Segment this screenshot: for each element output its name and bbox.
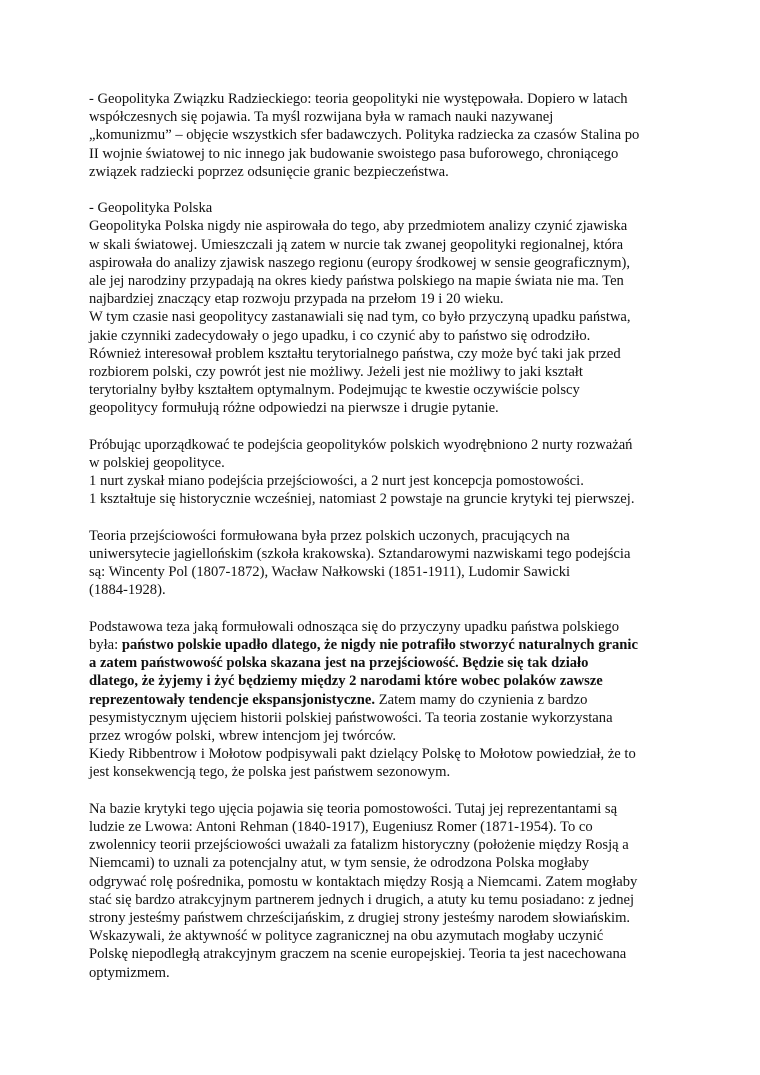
text-line: współczesnych się pojawia. Ta myśl rozwijana była w ramach nauki nazywanej (89, 109, 554, 126)
paragraph-p4 (89, 527, 689, 600)
text-line (89, 763, 689, 781)
text-line (89, 745, 689, 763)
bold-text-run: dlatego, że żyjemy i żyć będziemy między 2 narodami które wobec polaków zawsze (89, 673, 603, 690)
text-line: ale jej narodziny przypadają na okres kiedy państwa polskiego na mapie świata nie ma. Ten (89, 273, 624, 290)
text-line: aspirowała do analizy zjawisk naszego regionu (europy środkowej w sensie geograficznym), (89, 254, 631, 271)
paragraph-p1 (89, 90, 689, 181)
text-line: stać się bardzo atrakcyjnym partnerem jednych i drugich, a atuty ku temu posiadano: z jednej (89, 891, 635, 908)
text-line: W tym czasie nasi geopolitycy zastanawiali się nad tym, co było przyczyną upadku państwa, (89, 309, 631, 326)
text-line: najbardziej znaczący etap rozwoju przypada na przełom 19 i 20 wieku. (89, 291, 504, 308)
text-run: jest konsekwencją tego, że polska jest państwem sezonowym. (89, 764, 451, 781)
text-run: Zatem mamy do czynienia z bardzo (375, 691, 588, 708)
text-line: rozbiorem polski, czy powrót jest nie możliwy. Jeżeli jest nie możliwy to jaki kształt (89, 364, 583, 381)
text-line: Niemcami) to uznali za potencjalny atut, w tym sensie, że odrodzona Polska mogłaby (89, 855, 590, 872)
text-line (89, 709, 689, 727)
paragraph-p2 (89, 199, 689, 417)
text-line: Próbując uporządkować te podejścia geopolityków polskich wyodrębniono 2 nurty rozważań (89, 436, 633, 453)
text-line: odgrywać rolę pośrednika, pomostu w kontaktach między Rosją a Niemcami. Zatem mogłaby (89, 873, 638, 890)
text-line: ludzie ze Lwowa: Antoni Rehman (1840-1917), Eugeniusz Romer (1871-1954). To co (89, 819, 593, 836)
text-line: (1884-1928). (89, 582, 166, 599)
text-line (89, 691, 689, 709)
text-run: Podstawowa teza jaką formułowali odnosząca się do przyczyny upadku państwa polskiego (89, 618, 620, 635)
text-line: II wojnie światowej to nic innego jak budowanie swoistego pasa buforowego, chroniącego (89, 145, 619, 162)
text-line: są: Wincenty Pol (1807-1872), Wacław Nałkowski (1851-1911), Ludomir Sawicki (89, 564, 571, 581)
text-line: w skali światowej. Umieszczali ją zatem w nurcie tak zwanej geopolityki regionalnej, która (89, 236, 624, 253)
text-line: 1 nurt zyskał miano podejścia przejściowości, a 2 nurt jest koncepcja pomostowości. (89, 473, 584, 490)
text-line: Geopolityka Polska nigdy nie aspirowała do tego, aby przedmiotem analizy czynić zjawiska (89, 218, 628, 235)
bold-text-run: a zatem państwowość polska skazana jest na przejściowość. Będzie się tak działo (89, 655, 589, 672)
text-line: - Geopolityka Związku Radzieckiego: teoria geopolityki nie występowała. Dopiero w latach (89, 91, 628, 107)
text-line: optymizmem. (89, 964, 170, 981)
text-line: - Geopolityka Polska (89, 200, 213, 217)
text-line: uniwersytecie jagiellońskim (szkoła krakowska). Sztandarowymi nazwiskami tego podejścia (89, 546, 631, 563)
text-run: przez wrogów polski, wbrew intencjom jej twórców. (89, 728, 397, 745)
text-line: związek radziecki poprzez odsunięcie granic bezpieczeństwa. (89, 163, 449, 180)
bold-text-run: reprezentowały tendencje ekspansjonistyczne. (89, 691, 376, 708)
text-run: Kiedy Ribbentrow i Mołotow podpisywali pakt dzielący Polskę to Mołotow powiedział, że to (89, 746, 636, 763)
text-line: zwolennicy teorii przejściowości uważali za fatalizm historyczny (położenie między Rosją a (89, 837, 629, 854)
paragraph-p6 (89, 800, 689, 982)
paragraph-p5 (89, 618, 689, 782)
bold-text-run: państwo polskie upadło dlatego, że nigdy nie potrafiło stworzyć naturalnych granic (121, 637, 638, 654)
text-line: „komunizmu” – objęcie wszystkich sfer badawczych. Polityka radziecka za czasów Stalina po (89, 127, 640, 144)
text-line: Na bazie krytyki tego ujęcia pojawia się teoria pomostowości. Tutaj jej reprezentantami są (89, 800, 618, 817)
text-line: terytorialny byłby kształtem optymalnym. Podejmując te kwestie oczywiście polscy (89, 382, 580, 399)
text-line: geopolitycy formułują różne odpowiedzi na pierwsze i drugie pytanie. (89, 400, 499, 417)
text-line: 1 kształtuje się historycznie wcześniej, natomiast 2 powstaje na gruncie krytyki tej pierwszej. (89, 491, 635, 508)
text-line: Teoria przejściowości formułowana była przez polskich uczonych, pracujących na (89, 527, 570, 544)
text-line (89, 672, 689, 690)
text-line: strony jesteśmy państwem chrześcijańskim, z drugiej strony jesteśmy narodem słowiańskim. (89, 910, 631, 927)
text-line (89, 636, 689, 654)
text-line (89, 618, 689, 636)
text-line: w polskiej geopolityce. (89, 455, 225, 472)
text-line: Wskazywali, że aktywność w polityce zagranicznej na obu azymutach mogłaby uczynić (89, 928, 604, 945)
text-run: była: (89, 637, 122, 654)
text-line: Również interesował problem kształtu terytorialnego państwa, czy może być taki jak przed (89, 345, 621, 362)
document-body (89, 90, 689, 982)
text-line (89, 654, 689, 672)
paragraph-p3 (89, 436, 689, 509)
text-line: Polskę niepodległą atrakcyjnym graczem na scenie europejskiej. Teoria ta jest nacechowana (89, 946, 627, 963)
text-line (89, 727, 689, 745)
text-line: jakie czynniki zadecydowały o jego upadku, i co czynić aby to państwo się odrodziło. (89, 327, 591, 344)
text-run: pesymistycznym ujęciem historii polskiej państwowości. Ta teoria zostanie wykorzystana (89, 709, 613, 726)
document-page (89, 90, 689, 1000)
